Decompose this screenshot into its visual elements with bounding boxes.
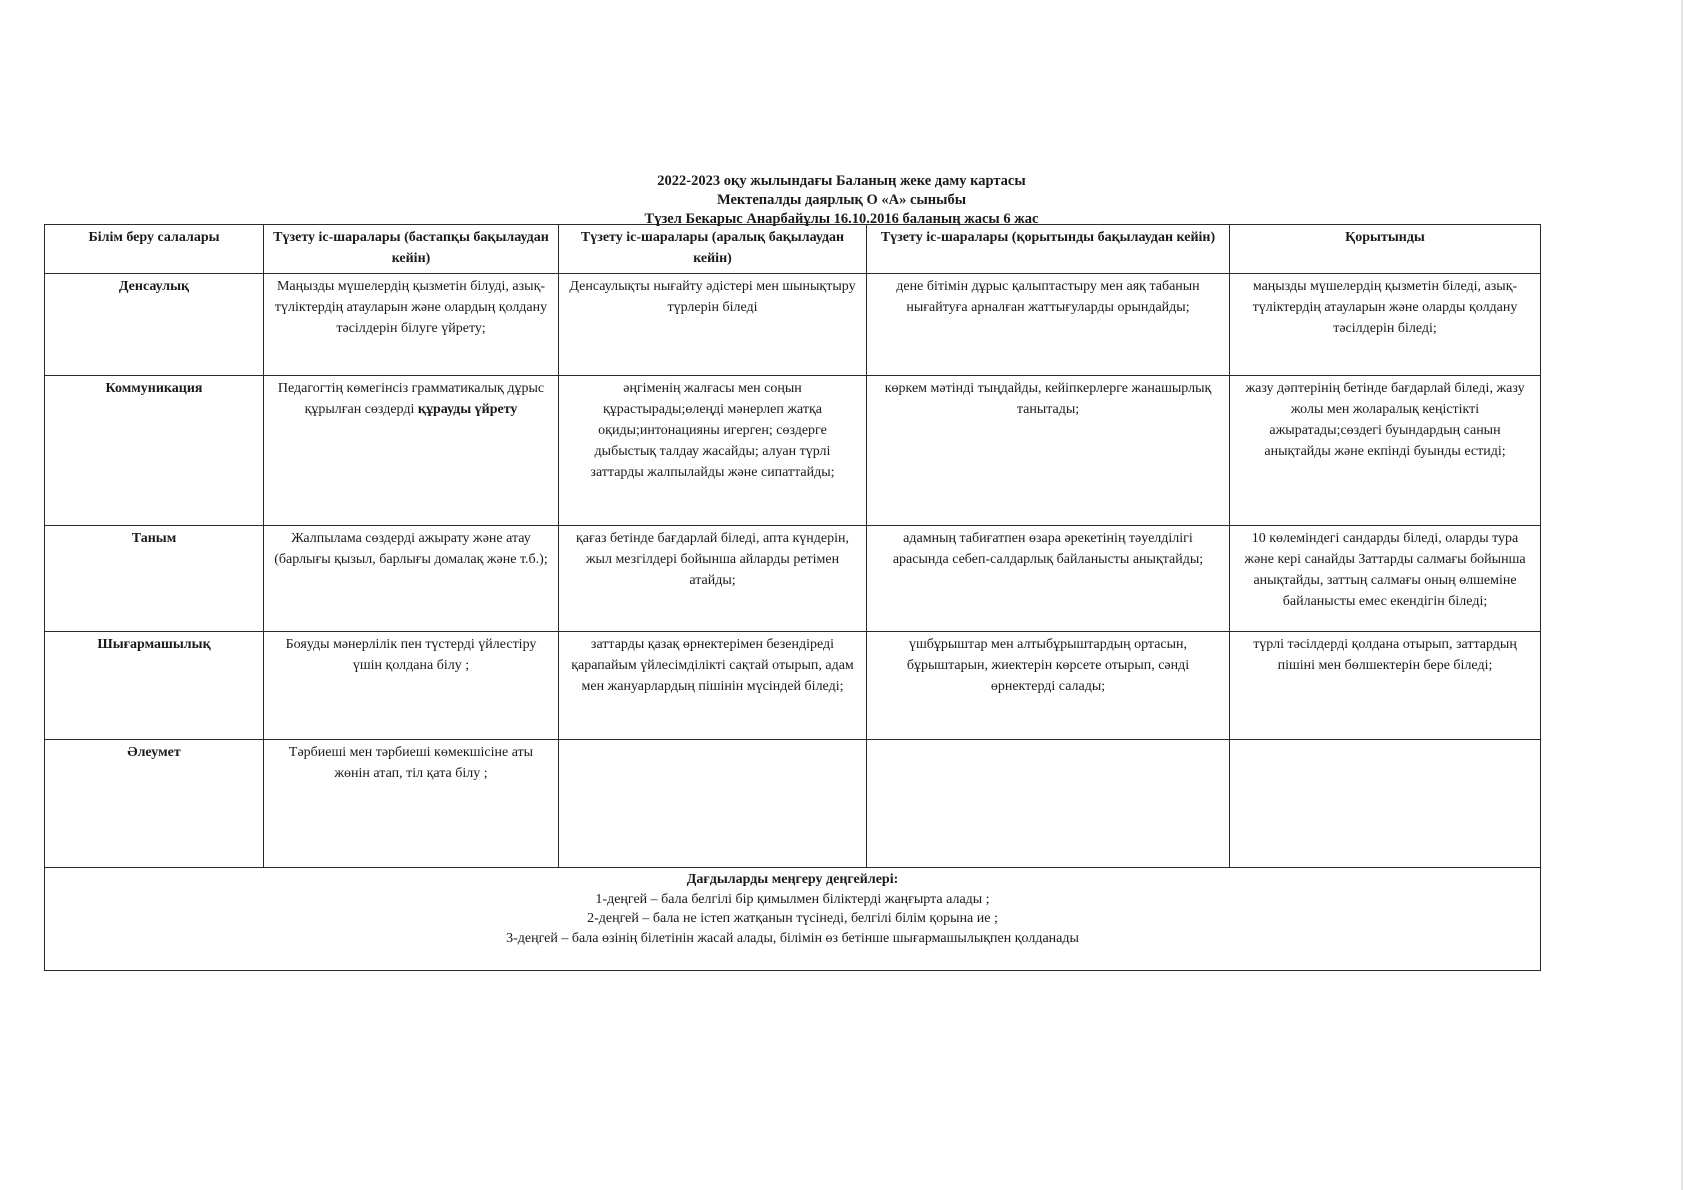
initial-cell: [264, 376, 559, 526]
development-card-table: [44, 224, 1541, 971]
skill-level-2: 2-деңгей – бала не істеп жатқанын түсінеді, белгілі білім қорына ие ;: [587, 911, 998, 926]
skill-level-1: 1-деңгей – бала белгілі бір қимылмен біліктерді жаңғырта алады ;: [595, 891, 990, 907]
area-cell: Таным: [45, 526, 264, 632]
area-cell: Әлеумет: [45, 740, 264, 868]
conclusion-cell: 10 көлеміндегі сандарды біледі, оларды тура және кері санайды Заттарды салмағы бойынша анықтайды, заттың салмағы оның өлшеміне байланысты емес екендігін біледі;: [1230, 526, 1541, 632]
interim-cell: әңгіменің жалғасы мен соңын құрастырады;өлеңді мәнерлеп жатқа оқиды;интонацияны игерген; сөздерге дыбыстық талдау жасайды; алуан түрлі заттарды жалпылайды және сипаттайды;: [559, 376, 867, 526]
area-cell: Коммуникация: [45, 376, 264, 526]
interim-cell: қағаз бетінде бағдарлай біледі, апта күндерін, жыл мезгілдері бойынша айларды ретімен атайды;: [559, 526, 867, 632]
interim-cell: Денсаулықты нығайту әдістері мен шынықтыру түрлерін біледі: [559, 274, 867, 376]
footer-row: [45, 868, 1541, 971]
table-row: [45, 274, 1541, 376]
table-row: [45, 740, 1541, 868]
conclusion-cell: маңызды мүшелердің қызметін біледі, азық-түліктердің атауларын және оларды қолдану тәсілдерін біледі;: [1230, 274, 1541, 376]
initial-text: Педагогтің көмегінсіз грамматикалық дұрыс құрылған сөздерді: [277, 381, 545, 417]
skill-levels-title: Дағдыларды меңгеру деңгейлері:: [686, 872, 899, 887]
header-conclusion: Қорытынды: [1230, 225, 1541, 274]
table-row: [45, 632, 1541, 740]
final-cell: [867, 740, 1230, 868]
area-cell: Денсаулық: [45, 274, 264, 376]
table-row: [45, 526, 1541, 632]
conclusion-cell: [1230, 740, 1541, 868]
initial-bold-text: құрауды үйрету: [417, 402, 518, 417]
interim-cell: [559, 740, 867, 868]
conclusion-cell: түрлі тәсілдерді қолдана отырып, заттардың пішіні мен бөлшектерін бере біледі;: [1230, 632, 1541, 740]
skill-levels-legend: [45, 868, 1541, 971]
final-cell: адамның табиғатпен өзара әрекетінің тәуелділігі арасында себеп-салдарлық байланысты анықтайды;: [867, 526, 1230, 632]
initial-cell: Маңызды мүшелердің қызметін білуді, азық-түліктердің атауларын және олардың қолдану тәсілдерін білуге үйрету;: [264, 274, 559, 376]
skill-level-3: 3-деңгей – бала өзінің білетінін жасай алады, білімін өз бетінше шығармашылықпен қолданады: [506, 930, 1079, 946]
title-line-3: Түзел Бекарыс Анарбайұлы 16.10.2016 баланың жасы 6 жас: [644, 211, 1039, 227]
initial-cell: Бояуды мәнерлілік пен түстерді үйлестіру үшін қолдана білу ;: [264, 632, 559, 740]
document-title: [0, 172, 1683, 229]
header-interim-measures: Түзету іс-шаралары (аралық бақылаудан кейін): [559, 225, 867, 274]
header-final-measures: Түзету іс-шаралары (қорытынды бақылаудан кейін): [867, 225, 1230, 274]
final-cell: көркем мәтінді тыңдайды, кейіпкерлерге жанашырлық танытады;: [867, 376, 1230, 526]
conclusion-cell: жазу дәптерінің бетінде бағдарлай біледі, жазу жолы мен жоларалық кеңістікті ажыратады;сөздегі буындардың санын анықтайды және екпінді буынды естиді;: [1230, 376, 1541, 526]
final-cell: үшбұрыштар мен алтыбұрыштардың ортасын, бұрыштарын, жиектерін көрсете отырып, сәнді өрнектерді салады;: [867, 632, 1230, 740]
title-line-1: 2022-2023 оқу жылындағы Баланың жеке даму картасы: [657, 173, 1026, 189]
area-cell: Шығармашылық: [45, 632, 264, 740]
final-cell: дене бітімін дұрыс қалыптастыру мен аяқ табанын нығайтуға арналған жаттығуларды орындайды;: [867, 274, 1230, 376]
title-line-2: Мектепалды даярлық О «А» сыныбы: [716, 192, 967, 208]
initial-cell: Тәрбиеші мен тәрбиеші көмекшісіне аты жөнін атап, тіл қата білу ;: [264, 740, 559, 868]
table-row: [45, 376, 1541, 526]
table-header-row: [45, 225, 1541, 274]
interim-cell: заттарды қазақ өрнектерімен безендіреді қарапайым үйлесімділікті сақтай отырып, адам мен жануарлардың пішінін мүсіндей біледі;: [559, 632, 867, 740]
header-education-areas: Білім беру салалары: [45, 225, 264, 274]
initial-cell: Жалпылама сөздерді ажырату және атау (барлығы қызыл, барлығы домалақ және т.б.);: [264, 526, 559, 632]
header-initial-measures: Түзету іс-шаралары (бастапқы бақылаудан кейін): [264, 225, 559, 274]
